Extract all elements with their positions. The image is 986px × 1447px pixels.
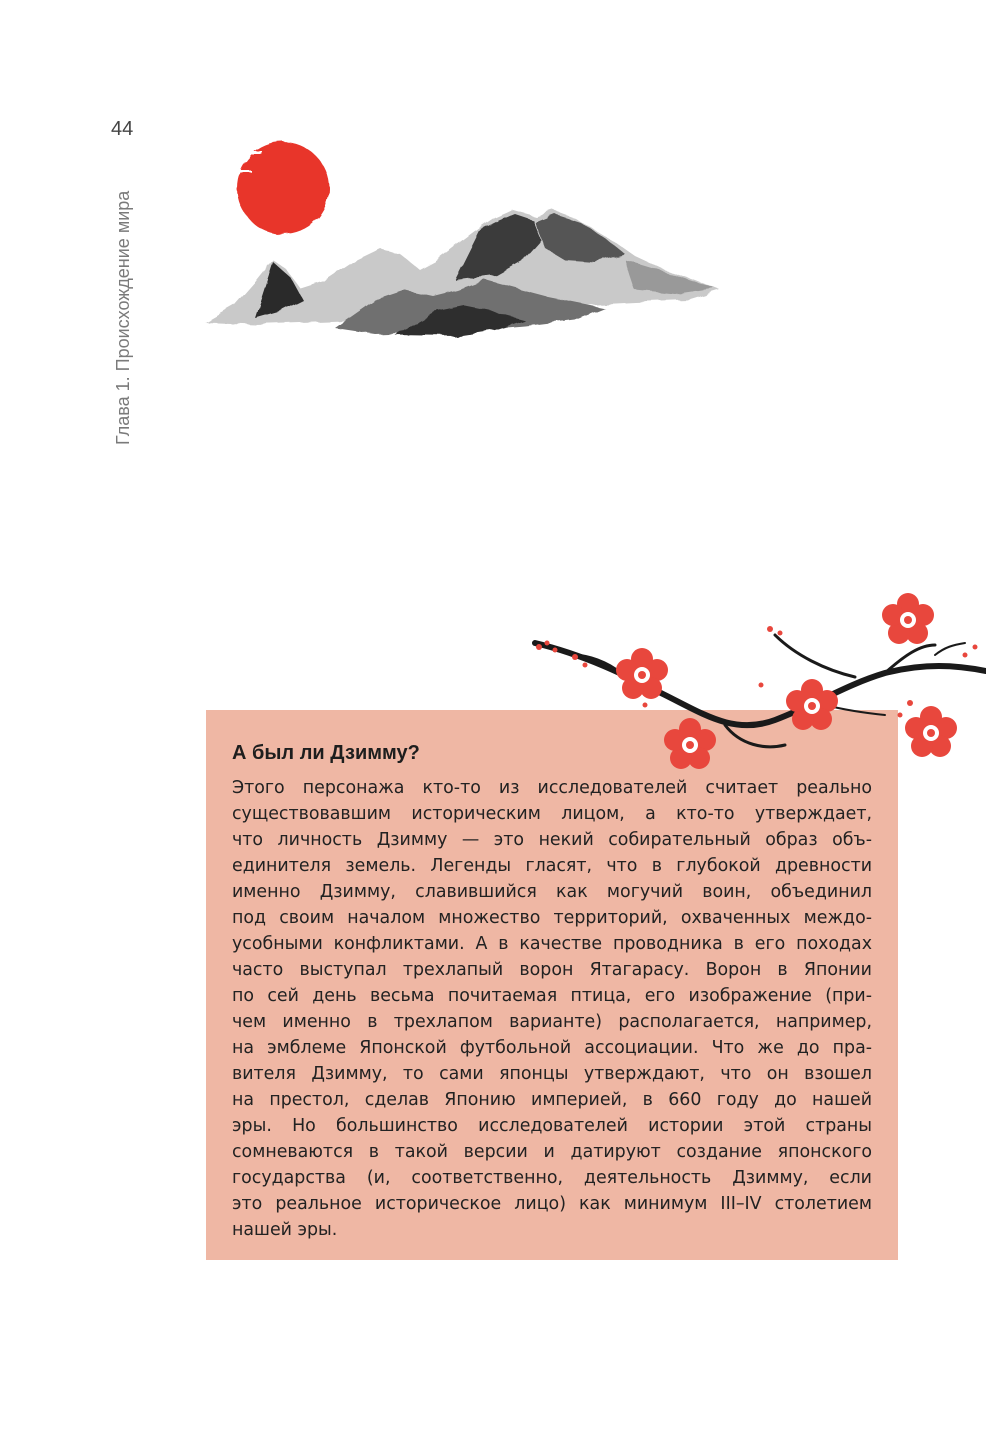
landscape-illustration (195, 130, 735, 370)
text-line: именно Дзимму, славившийся как могучий воин, объединил (232, 882, 872, 902)
text-line: усобными конфликтами. А в качестве проводника в его походах (232, 934, 872, 954)
sidebar-body (232, 775, 872, 1243)
page-number: 44 (111, 118, 134, 140)
blossoms-icon (616, 593, 957, 769)
text-line: сомневаются в такой версии и датируют создание японского (232, 1142, 872, 1162)
text-line: существовавшим историческим лицом, а кто-то утверждает, (232, 804, 872, 824)
text-line: по сей день весьма почитаемая птица, его изображение (при- (232, 986, 872, 1006)
text-line: это реальное историческое лицо) как минимум III–IV столетием (232, 1194, 872, 1214)
text-line: Этого персонажа кто-то из исследователей считает реально (232, 778, 872, 798)
sidebar-title: А был ли Дзимму? (232, 742, 420, 764)
text-line: единителя земель. Легенды гласят, что в глубокой древности (232, 856, 872, 876)
sun-icon (223, 142, 329, 234)
text-line: эры. Но большинство исследователей истории этой страны (232, 1116, 872, 1136)
text-line: что личность Дзимму — это некий собирательный образ объ- (232, 830, 872, 850)
text-line: чем именно в трехлапом варианте) располагается, например, (232, 1012, 872, 1032)
text-line: государства (и, соответственно, деятельность Дзимму, если (232, 1168, 872, 1188)
sakura-branch-illustration (525, 585, 986, 780)
text-line: под своим началом множество территорий, охваченных междо- (232, 908, 872, 928)
text-line: на эмблеме Японской футбольной ассоциации. Что же до пра- (232, 1038, 872, 1058)
running-head: Глава 1. Происхождение мира (113, 190, 133, 445)
sidebar-box (206, 710, 898, 1260)
text-line: на престол, сделав Японию империей, в 660 году до нашей (232, 1090, 872, 1110)
text-line: вителя Дзимму, то сами японцы утверждают, что он взошел (232, 1064, 872, 1084)
text-line: часто выступал трехлапый ворон Ятагарасу. Ворон в Японии (232, 960, 872, 980)
text-line: нашей эры. (232, 1220, 338, 1240)
